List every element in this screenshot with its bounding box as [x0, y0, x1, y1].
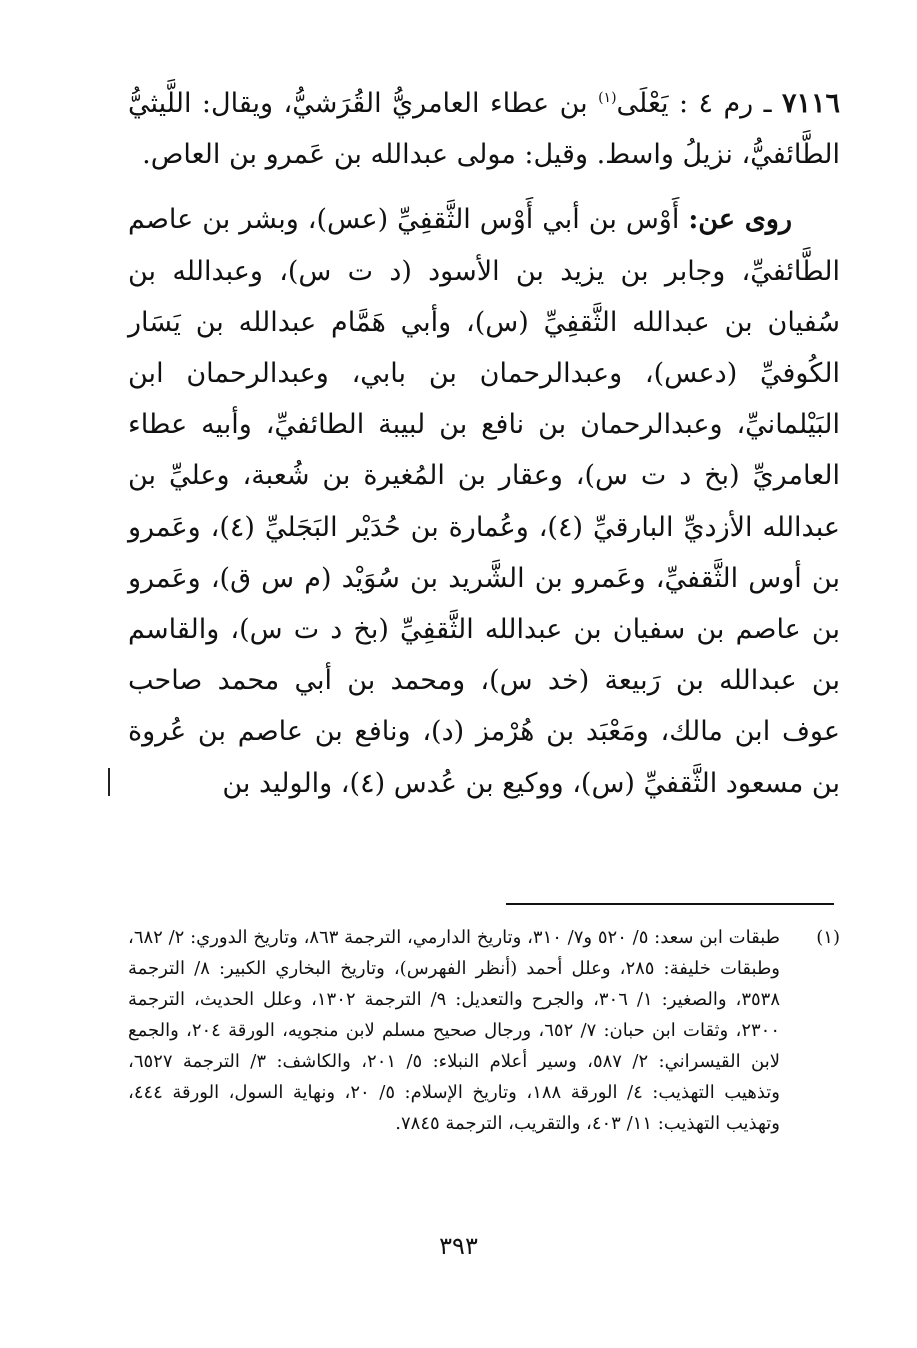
entry-number: ٧١١٦ [781, 88, 840, 119]
entry-symbol: ـ رم ٤ : [668, 88, 782, 119]
narrators-paragraph [128, 194, 840, 808]
entry-name: يَعْلَى [616, 88, 669, 119]
margin-mark [108, 768, 110, 796]
entry-text: بن عطاء العامريُّ القُرَشيُّ، ويقال: اللَّيثيُّ الطَّائفيُّ، نزيلُ واسط. وقيل: مولى عبدالله بن عَمرو بن العاص. [128, 88, 840, 171]
main-text-block [128, 78, 840, 809]
narrators-text: أَوْس بن أبي أَوْس الثَّقفِيِّ (عس)، وبشر بن عاصم الطَّائفيِّ، وجابر بن يزيد بن الأسود (د ت س)، وعبدالله بن سُفيان بن عبدالله الثَّقفِيِّ (س)، وأبي هَمَّام عبدالله بن يَسَار الكُوفيِّ (دعس)، وعبدالرحمان بن بابي، وعبدالرحمان ابن البَيْلمانيِّ، وعبدالرحمان بن نافع بن لبيبة الطائفيِّ، وأبيه عطاء العامريِّ (بخ د ت س)، وعقار بن المُغيرة بن شُعبة، وعليِّ بن عبدالله الأزديِّ البارقيِّ (٤)، وعُمارة بن حُدَيْر البَجَليِّ (٤)، وعَمرو بن أوس الثَّقفيِّ، وعَمرو بن الشَّريد بن سُوَيْد (م س ق)، وعَمرو بن عاصم بن سفيان بن عبدالله الثَّقفِيِّ (بخ د ت س)، والقاسم بن عبدالله بن رَبيعة (خد س)، ومحمد بن أبي محمد صاحب عوف ابن مالك، ومَعْبَد بن هُرْمز (د)، ونافع بن عاصم بن عُروة بن مسعود الثَّقفيِّ (س)، ووكيع بن عُدس (٤)، والوليد بن [128, 204, 840, 799]
entry-paragraph [128, 78, 840, 180]
narrators-lead: روى عن: [688, 204, 792, 236]
footnote-text: طبقات ابن سعد: ٥/ ٥٢٠ و٧/ ٣١٠، وتاريخ الدارمي، الترجمة ٨٦٣، وتاريخ الدوري: ٢/ ٦٨٢، وطبقات خليفة: ٢٨٥، وعلل أحمد (أنظر الفهرس)، وتاريخ البخاري الكبير: ٨/ الترجمة ٣٥٣٨، والصغير: ١/ ٣٠٦، والجرح والتعديل: ٩/ الترجمة ١٣٠٢، وعلل الحديث، الترجمة ٢٣٠٠، وثقات ابن حبان: ٧/ ٦٥٢، ورجال صحيح مسلم لابن منجويه، الورقة ٢٠٤، والجمع لابن القيسراني: ٢/ ٥٨٧، وسير أعلام النبلاء: ٥/ ٢٠١، والكاشف: ٣/ الترجمة ٦٥٢٧، وتذهيب التهذيب: ٤/ الورقة ١٨٨، وتاريخ الإسلام: ٥/ ٢٠، ونهاية السول، الورقة ٤٤٤، وتهذيب التهذيب: ١١/ ٤٠٣، والتقريب، الترجمة ٧٨٤٥. [128, 927, 780, 1134]
footnote-marker: (١) [816, 927, 840, 948]
footnotes-block [128, 922, 840, 1139]
footnote-separator [506, 903, 834, 905]
page-number: ٣٩٣ [439, 1232, 478, 1260]
footnote-reference[interactable]: (١) [598, 90, 617, 106]
footnote-item [128, 922, 840, 1139]
